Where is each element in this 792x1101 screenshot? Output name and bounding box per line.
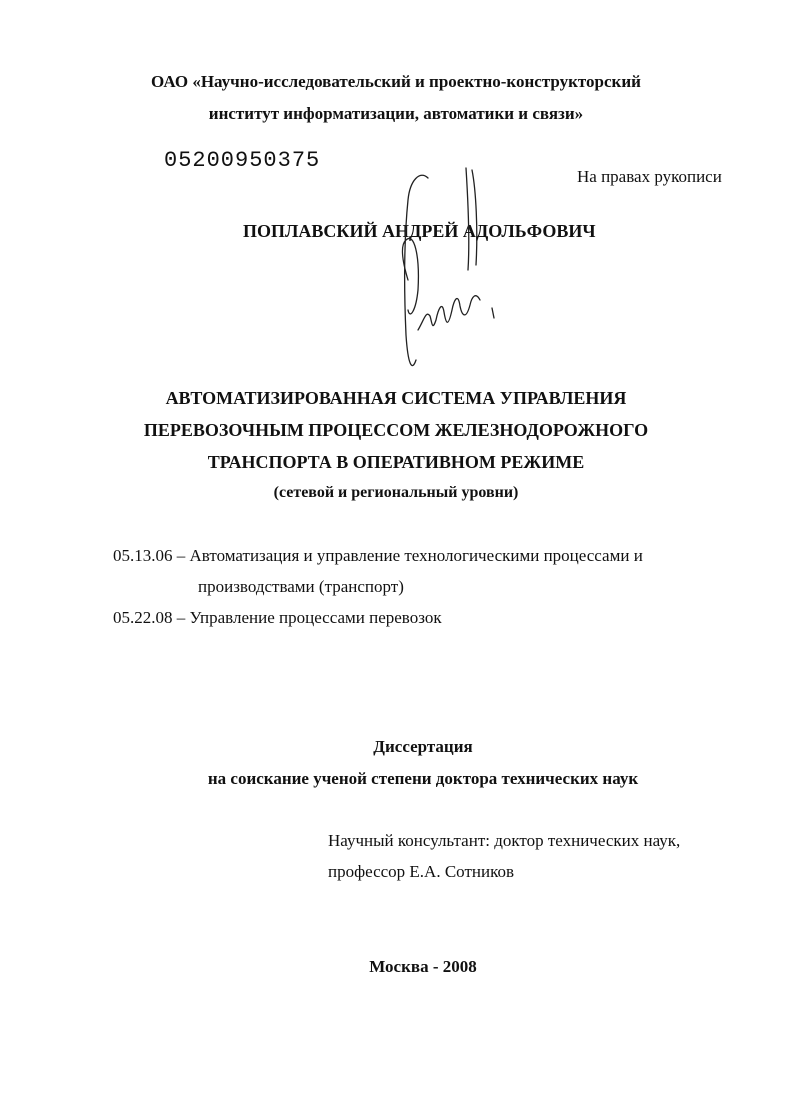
- advisor-line-2: профессор Е.А. Сотников: [328, 862, 514, 881]
- specialty-1-line-2: производствами (транспорт): [198, 577, 404, 596]
- manuscript-rights: На правах рукописи: [577, 167, 722, 186]
- title-line-2: ПЕРЕВОЗОЧНЫМ ПРОЦЕССОМ ЖЕЛЕЗНОДОРОЖНОГО: [143, 420, 649, 440]
- registration-number: 05200950375: [164, 148, 321, 173]
- title-line-3: ТРАНСПОРТА В ОПЕРАТИВНОМ РЕЖИМЕ: [207, 452, 585, 472]
- city-year: Москва - 2008: [369, 957, 477, 976]
- organization-line-1: ОАО «Научно-исследовательский и проектно-конструкторский: [151, 72, 641, 91]
- specialty-2-line-1: 05.22.08 – Управление процессами перевозок: [113, 608, 442, 627]
- title-subtitle: (сетевой и региональный уровни): [273, 484, 519, 501]
- signature-icon: [380, 160, 510, 375]
- organization-line-2: институт информатизации, автоматики и связи»: [208, 104, 584, 123]
- title-line-1: АВТОМАТИЗИРОВАННАЯ СИСТЕМА УПРАВЛЕНИЯ: [165, 388, 627, 408]
- dissertation-heading: Диссертация: [373, 737, 473, 756]
- advisor-line-1: Научный консультант: доктор технических наук,: [328, 831, 681, 850]
- author-name: ПОПЛАВСКИЙ АНДРЕЙ АДОЛЬФОВИЧ: [243, 221, 596, 241]
- specialty-1-line-1: 05.13.06 – Автоматизация и управление технологическими процессами и: [113, 546, 643, 565]
- dissertation-degree: на соискание ученой степени доктора технических наук: [207, 769, 639, 788]
